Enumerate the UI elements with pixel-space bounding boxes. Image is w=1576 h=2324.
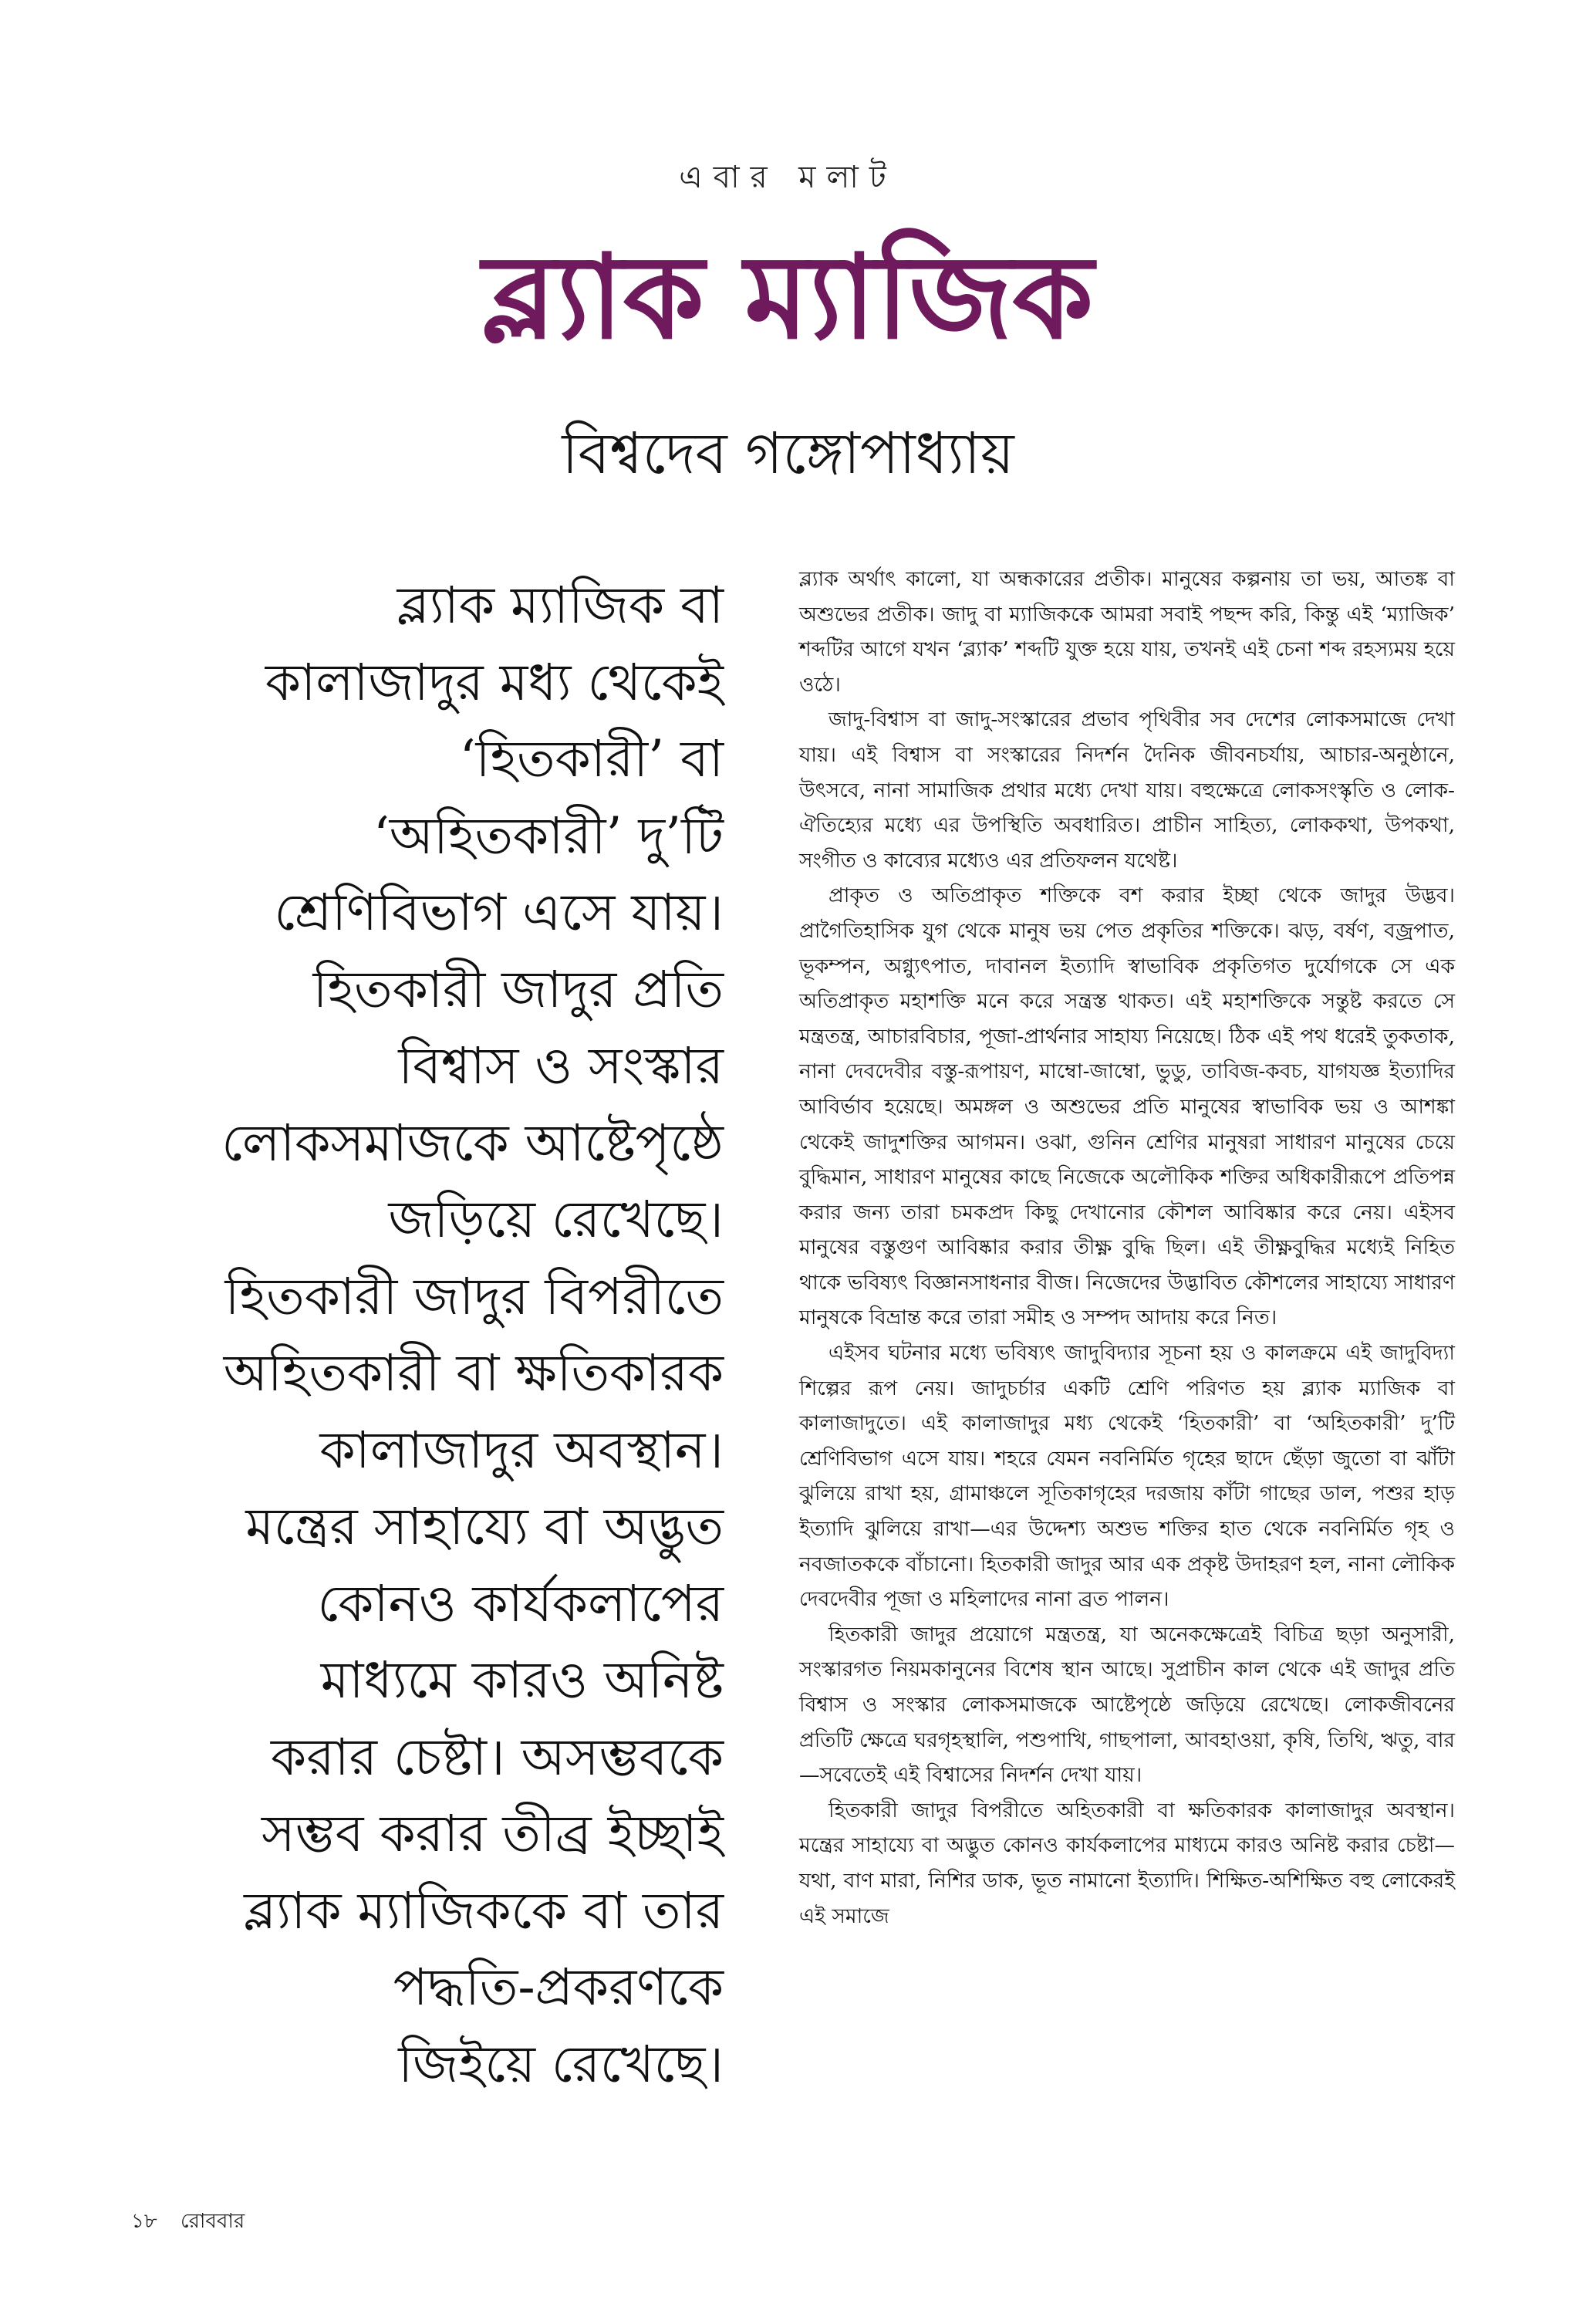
pull-quote-line: ‘অহিতকারী’ দু’টি [373,806,724,866]
pull-quote-line: হিতকারী জাদুর প্রতি [312,959,724,1019]
pull-quote-line: ‘হিতকারী’ বা [459,729,724,789]
pull-quote-line: অহিতকারী বা ক্ষতিকারক [223,1343,724,1403]
body-paragraph: ব্ল্যাক অর্থাৎ কালো, যা অন্ধকারের প্রতীক। মানুষের কল্পনায় তা ভয়, আতঙ্ক বা অশুভের প্রতীক। জাদু বা ম্যাজিককে আমরা সবাই পছন্দ করি, কিন্তু এই ‘ম্যাজিক’ শব্দটির আগে যখন ‘ব্ল্যাক’ শব্দটি যুক্ত হয়ে যায়, তখনই এই চেনা শব্দ রহস্যময় হয়ে ওঠে। [799,567,1455,697]
series-label: এবার মলাট [679,160,897,195]
body-paragraph: প্রাকৃত ও অতিপ্রাকৃত শক্তিকে বশ করার ইচ্ছা থেকে জাদুর উদ্ভব। প্রাগৈতিহাসিক যুগ থেকে মানুষ ভয় পেত প্রকৃতির শক্তিকে। ঝড়, বর্ষণ, বজ্রপাত, ভূকম্পন, অগ্ন্যুৎপাত, দাবানল ইত্যাদি স্বাভাবিক প্রকৃতিগত দুর্যোগকে সে এক অতিপ্রাকৃত মহাশক্তি মনে করে সন্ত্রস্ত থাকত। এই মহাশক্তিকে সন্তুষ্ট করতে সে মন্ত্রতন্ত্র, আচারবিচার, পূজা-প্রার্থনার সাহায্য নিয়েছে। ঠিক এই পথ ধরেই তুকতাক, নানা দেবদেবীর বস্তু-রূপায়ণ, মাম্বো-জাম্বো, ভুডু, তাবিজ-কবচ, যাগযজ্ঞ ইত্যাদির আবির্ভাব হয়েছে। অমঙ্গল ও অশুভের প্রতি মানুষের স্বাভাবিক ভয় ও আশঙ্কা থেকেই জাদুশক্তির আগমন। ওঝা, গুনিন শ্রেণির মানুষরা সাধারণ মানুষের চেয়ে বুদ্ধিমান, সাধারণ মানুষের কাছে নিজেকে অলৌকিক শক্তির অধিকারীরূপে প্রতিপন্ন করার জন্য তারা চমকপ্রদ কিছু দেখানোর কৌশল আবিষ্কার করে নেয়। এইসব মানুষের বস্তুগুণ আবিষ্কার করার তীক্ষ্ণ বুদ্ধি ছিল। এই তীক্ষ্ণবুদ্ধির মধ্যেই নিহিত থাকে ভবিষ্যৎ বিজ্ঞানসাধনার বীজ। নিজেদের উদ্ভাবিত কৌশলের সাহায্যে সাধারণ মানুষকে বিভ্রান্ত করে তারা সমীহ ও সম্পদ আদায় করে নিত। [799,883,1455,1330]
article-body [799,562,1455,1934]
publication-name: রোববার [181,2210,245,2233]
article-title: ব্ল্যাক ম্যাজিক [482,229,1094,365]
pull-quote-line: বিশ্বাস ও সংস্কার [398,1036,724,1096]
body-paragraph: হিতকারী জাদুর প্রয়োগে মন্ত্রতন্ত্র, যা অনেকক্ষেত্রেই বিচিত্র ছড়া অনুসারী, সংস্কারগত নিয়মকানুনের বিশেষ স্থান আছে। সুপ্রাচীন কাল থেকে এই জাদুর প্রতি বিশ্বাস ও সংস্কার লোকসমাজকে আষ্টেপৃষ্ঠে জড়িয়ে রেখেছে। লোকজীবনের প্রতিটি ক্ষেত্রে ঘরগৃহস্থালি, পশুপাখি, গাছপালা, আবহাওয়া, কৃষি, তিথি, ঋতু, বার—সবেতেই এই বিশ্বাসের নিদর্শন দেখা যায়। [799,1622,1455,1788]
body-paragraph: হিতকারী জাদুর বিপরীতে অহিতকারী বা ক্ষতিকারক কালাজাদুর অবস্থান। মন্ত্রের সাহায্যে বা অদ্ভুত কোনও কার্যকলাপের মাধ্যমে কারও অনিষ্ট করার চেষ্টা—যথা, বাণ মারা, নিশির ডাক, ভূত নামানো ইত্যাদি। শিক্ষিত-অশিক্ষিত বহু লোকেরই এই সমাজে [799,1798,1455,1928]
pull-quote [116,567,724,2103]
pull-quote-line: সম্ভব করার তীব্র ইচ্ছাই [261,1804,724,1863]
pull-quote-line: করার চেষ্টা। অসম্ভবকে [271,1727,724,1787]
pull-quote-line: হিতকারী জাদুর বিপরীতে [224,1266,724,1326]
author-name: বিশ্বদেব গঙ্গোপাধ্যায় [562,421,1014,487]
pull-quote-line: কোনও কার্যকলাপের [317,1573,724,1633]
body-paragraph: জাদু-বিশ্বাস বা জাদু-সংস্কারের প্রভাব পৃথিবীর সব দেশের লোকসমাজে দেখা যায়। এই বিশ্বাস বা সংস্কারের নিদর্শন দৈনিক জীবনচর্যায়, আচার-অনুষ্ঠানে, উৎসবে, নানা সামাজিক প্রথার মধ্যে দেখা যায়। বহুক্ষেত্রে লোকসংস্কৃতি ও লোক-ঐতিহ্যের মধ্যে এর উপস্থিতি অবধারিত। প্রাচীন সাহিত্য, লোককথা, উপকথা, সংগীত ও কাব্যের মধ্যেও এর প্রতিফলন যথেষ্ট। [799,708,1455,873]
pull-quote-line: কালাজাদুর মধ্য থেকেই [265,652,724,712]
pull-quote-line: ব্ল্যাক ম্যাজিক বা [397,576,724,635]
pull-quote-line: কালাজাদুর অবস্থান। [319,1420,724,1480]
pull-quote-line: মন্ত্রের সাহায্যে বা অদ্ভুত [245,1497,724,1556]
pull-quote-line: ব্ল্যাক ম্যাজিককে বা তার [244,1880,724,1941]
pull-quote-line: শ্রেণিবিভাগ এসে যায়। [274,883,724,942]
pull-quote-line: মাধ্যমে কারও অনিষ্ট [320,1650,724,1710]
pull-quote-line: লোকসমাজকে আষ্টেপৃষ্ঠে [221,1113,724,1173]
page-footer [131,2205,245,2239]
pull-quote-line: জিইয়ে রেখেছে। [398,2034,724,2094]
pull-quote-line: জড়িয়ে রেখেছে। [388,1190,724,1249]
pull-quote-line: পদ্ধতি-প্রকরণকে [393,1957,724,2017]
page-number: ১৮ [131,2210,157,2233]
body-paragraph: এইসব ঘটনার মধ্যে ভবিষ্যৎ জাদুবিদ্যার সূচনা হয় ও কালক্রমে এই জাদুবিদ্যা শিল্পের রূপ নেয়। জাদুচর্চার একটি শ্রেণি পরিণত হয় ব্ল্যাক ম্যাজিক বা কালাজাদুতে। এই কালাজাদুর মধ্য থেকেই ‘হিতকারী’ বা ‘অহিতকারী’ দু’টি শ্রেণিবিভাগ এসে যায়। শহরে যেমন নবনির্মিত গৃহের ছাদে ছেঁড়া জুতো বা ঝাঁটা ঝুলিয়ে রাখা হয়, গ্রামাঞ্চলে সূতিকাগৃহের দরজায় কাঁটা গাছের ডাল, পশুর হাড় ইত্যাদি ঝুলিয়ে রাখা—এর উদ্দেশ্য অশুভ শক্তির হাত থেকে নবনির্মিত গৃহ ও নবজাতককে বাঁচানো। হিতকারী জাদুর আর এক প্রকৃষ্ট উদাহরণ হল, নানা লৌকিক দেবদেবীর পূজা ও মহিলাদের নানা ব্রত পালন। [799,1341,1455,1612]
